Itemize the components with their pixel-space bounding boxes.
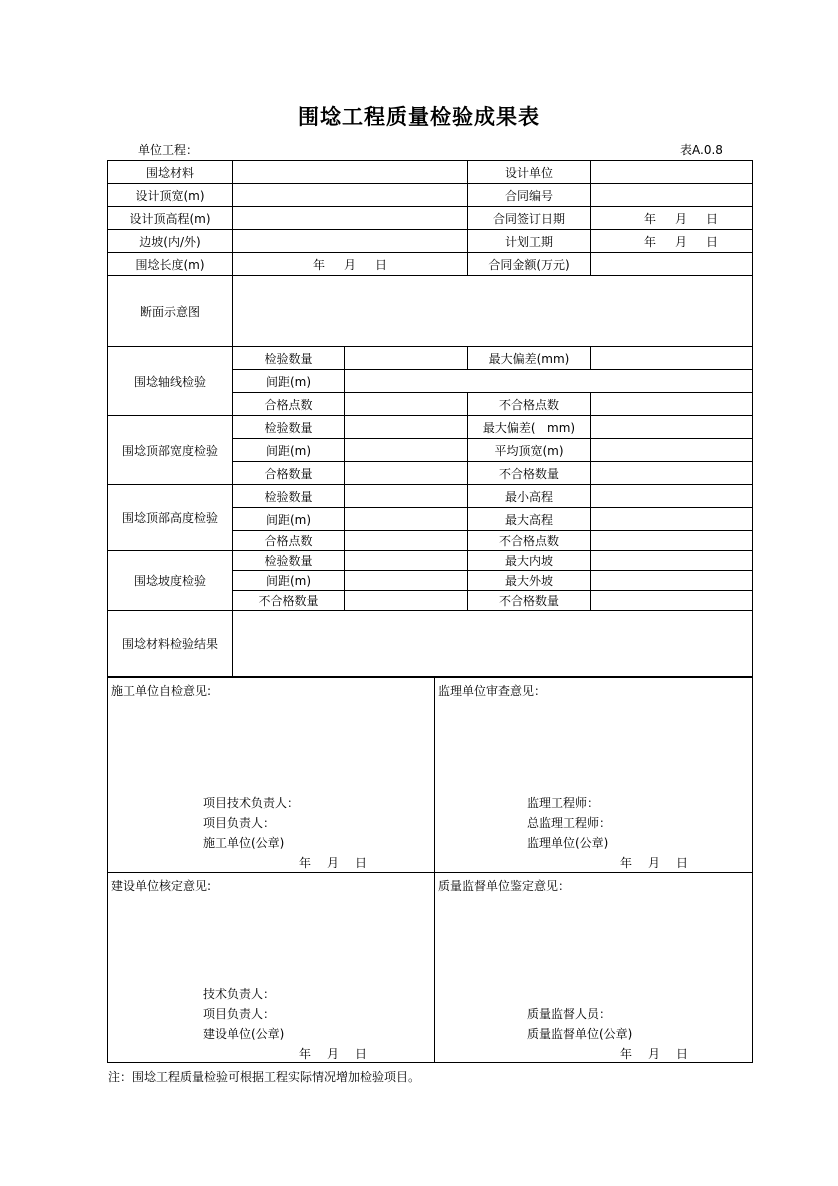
owner-project-lead: 项目负责人： [203,1007,276,1021]
slope-fail-count-right-label: 不合格数量 [468,591,591,611]
top-height-check-label: 围埝顶部高度检验 [108,485,233,551]
contract-no-label: 合同编号 [468,184,591,207]
supervision-engineer: 监理工程师： [527,796,600,810]
slope-spacing-value[interactable] [345,571,468,591]
top-width-row-1 [108,416,753,439]
owner-opinion-header: 建设单位核定意见: [111,879,212,893]
supervision-seal: 监理单位(公章) [527,836,609,850]
quality-date: 年 月 日 [620,1047,689,1061]
top-height-inspect-count-label: 检验数量 [233,485,345,508]
owner-tech-lead: 技术负责人： [203,987,276,1001]
max-inner-slope-label: 最大内坡 [468,551,591,571]
planned-period-value[interactable]: 年 月 日 [591,230,753,253]
top-height-pass-points-value[interactable] [345,531,468,551]
material-result-area[interactable] [233,611,753,677]
row-section-diagram [108,276,753,347]
row-design-top-width [108,184,753,207]
min-elevation-value[interactable] [591,485,753,508]
axis-fail-points-value[interactable] [591,393,753,416]
axis-spacing-label: 间距(m) [233,370,345,393]
top-width-fail-count-value[interactable] [591,462,753,485]
design-unit-label: 设计单位 [468,161,591,184]
top-height-row-1 [108,485,753,508]
construction-project-lead: 项目负责人： [203,816,276,830]
top-width-spacing-value[interactable] [345,439,468,462]
slope-fail-count-left-label: 不合格数量 [233,591,345,611]
slope-spacing-label: 间距(m) [233,571,345,591]
quality-opinion-header: 质量监督单位鉴定意见： [438,879,571,893]
avg-top-width-label: 平均顶宽(m) [468,439,591,462]
table-code: 表A.0.8 [680,143,723,157]
design-unit-value[interactable] [591,161,753,184]
top-height-pass-points-label: 合格点数 [233,531,345,551]
top-width-inspect-count-label: 检验数量 [233,416,345,439]
top-height-inspect-count-value[interactable] [345,485,468,508]
row-design-top-elevation [108,207,753,230]
axis-inspect-count-label: 检验数量 [233,347,345,370]
construction-opinion-block[interactable] [108,678,435,873]
slope-check-label: 围埝坡度检验 [108,551,233,611]
unit-project-label: 单位工程： [138,143,199,157]
axis-pass-points-label: 合格点数 [233,393,345,416]
material-label: 围埝材料 [108,161,233,184]
min-elevation-label: 最小高程 [468,485,591,508]
top-height-fail-points-label: 不合格点数 [468,531,591,551]
axis-fail-points-label: 不合格点数 [468,393,591,416]
top-width-max-deviation-label: 最大偏差( mm) [468,416,591,439]
supervision-opinion-block[interactable] [435,678,753,873]
length-label: 围埝长度(m) [108,253,233,276]
axis-row-1 [108,347,753,370]
contract-amount-label: 合同金额(万元) [468,253,591,276]
top-height-spacing-value[interactable] [345,508,468,531]
max-outer-slope-label: 最大外坡 [468,571,591,591]
signature-row-2 [108,873,753,1063]
top-width-max-deviation-value[interactable] [591,416,753,439]
material-value[interactable] [233,161,468,184]
chief-supervision-engineer: 总监理工程师： [527,816,612,830]
construction-tech-lead: 项目技术负责人： [203,796,300,810]
avg-top-width-value[interactable] [591,439,753,462]
section-diagram-area[interactable] [233,276,753,347]
material-result-label: 围埝材料检验结果 [108,611,233,677]
slope-inspect-count-label: 检验数量 [233,551,345,571]
contract-amount-value[interactable] [591,253,753,276]
top-width-check-label: 围埝顶部宽度检验 [108,416,233,485]
top-width-pass-count-label: 合格数量 [233,462,345,485]
slope-value[interactable] [233,230,468,253]
row-material-result [108,611,753,677]
axis-max-deviation-label: 最大偏差(mm) [468,347,591,370]
design-top-elevation-value[interactable] [233,207,468,230]
axis-check-label: 围埝轴线检验 [108,347,233,416]
row-slope [108,230,753,253]
signature-table [107,677,753,1063]
max-elevation-value[interactable] [591,508,753,531]
quality-opinion-block[interactable] [435,873,753,1063]
axis-pass-points-value[interactable] [345,393,468,416]
axis-spacing-value[interactable] [345,370,753,393]
top-height-spacing-label: 间距(m) [233,508,345,531]
slope-check-row-1 [108,551,753,571]
owner-seal: 建设单位(公章) [203,1027,285,1041]
top-width-pass-count-value[interactable] [345,462,468,485]
axis-inspect-count-value[interactable] [345,347,468,370]
inspection-table [107,160,753,677]
quality-supervisor: 质量监督人员： [527,1007,612,1021]
slope-fail-count-left-value[interactable] [345,591,468,611]
design-top-width-value[interactable] [233,184,468,207]
planned-period-label: 计划工期 [468,230,591,253]
slope-label: 边坡(内/外) [108,230,233,253]
footnote: 注：围埝工程质量检验可根据工程实际情况增加检验项目。 [108,1070,421,1084]
page-title: 围埝工程质量检验成果表 [298,105,540,129]
supervision-date: 年 月 日 [620,856,689,870]
top-width-inspect-count-value[interactable] [345,416,468,439]
top-width-spacing-label: 间距(m) [233,439,345,462]
row-length [108,253,753,276]
construction-date: 年 月 日 [299,856,368,870]
contract-sign-date-label: 合同签订日期 [468,207,591,230]
section-diagram-label: 断面示意图 [108,276,233,347]
slope-fail-count-right-value[interactable] [591,591,753,611]
axis-max-deviation-value[interactable] [591,347,753,370]
top-height-fail-points-value[interactable] [591,531,753,551]
supervision-opinion-header: 监理单位审查意见： [438,684,547,698]
max-inner-slope-value[interactable] [591,551,753,571]
quality-seal: 质量监督单位(公章) [527,1027,633,1041]
signature-row-1 [108,678,753,873]
owner-date: 年 月 日 [299,1047,368,1061]
row-material [108,161,753,184]
top-width-fail-count-label: 不合格数量 [468,462,591,485]
construction-opinion-header: 施工单位自检意见: [111,684,212,698]
length-value[interactable]: 年 月 日 [233,253,468,276]
design-top-elevation-label: 设计顶高程(m) [108,207,233,230]
slope-inspect-count-value[interactable] [345,551,468,571]
max-outer-slope-value[interactable] [591,571,753,591]
contract-no-value[interactable] [591,184,753,207]
construction-seal: 施工单位(公章) [203,836,285,850]
max-elevation-label: 最大高程 [468,508,591,531]
owner-opinion-block[interactable] [108,873,435,1063]
design-top-width-label: 设计顶宽(m) [108,184,233,207]
contract-sign-date-value[interactable]: 年 月 日 [591,207,753,230]
